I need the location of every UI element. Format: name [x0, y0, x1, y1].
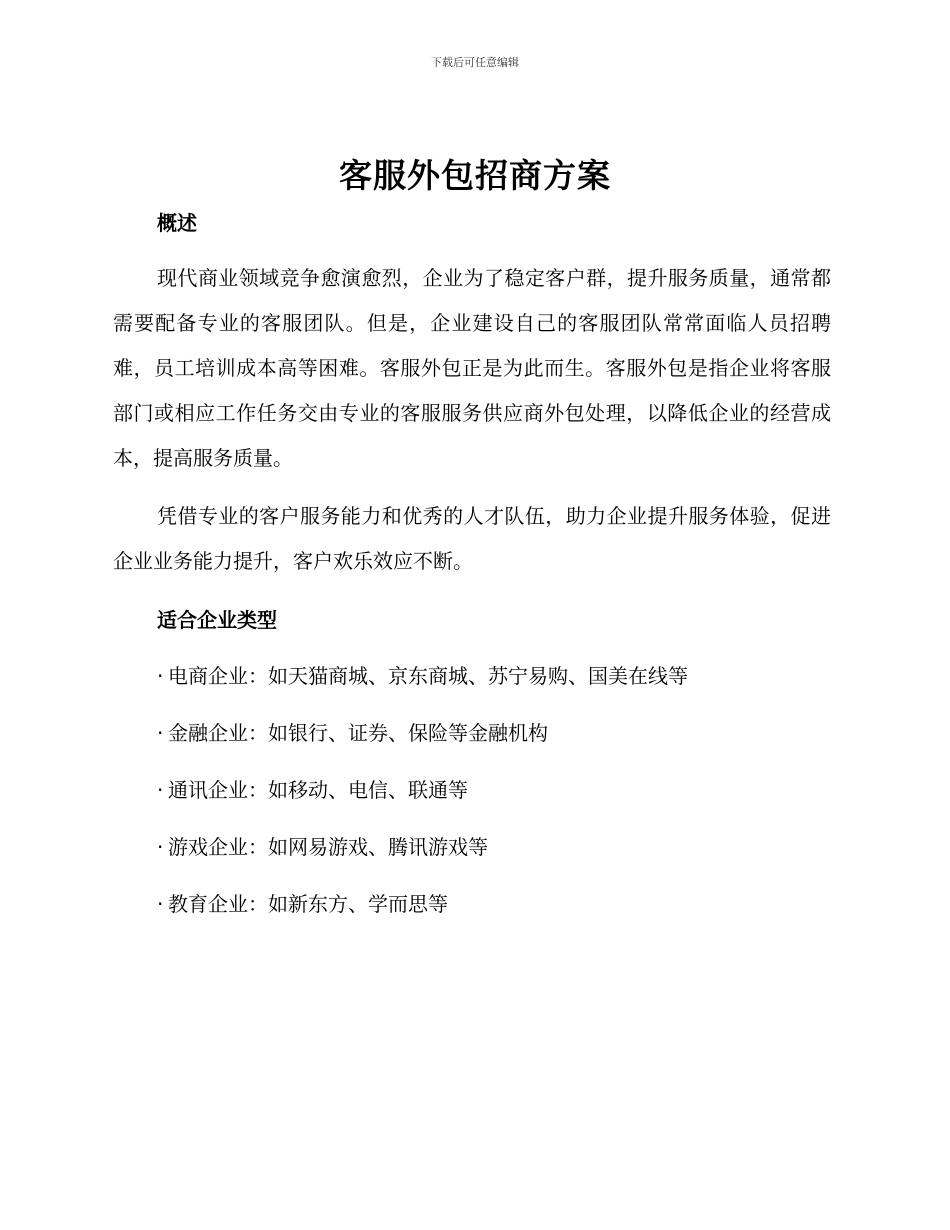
overview-paragraph-1: 现代商业领域竞争愈演愈烈，企业为了稳定客户群，提升服务质量，通常都需要配备专业的客服团队。但是，企业建设自己的客服团队常常面临人员招聘难，员工培训成本高等困难。客服外包正是为此而生。客服外包是指企业将客服部门或相应工作任务交由专业的客服服务供应商外包处理，以降低企业的经营成本，提高服务质量。	[113, 266, 831, 470]
list-item	[157, 772, 688, 808]
header-note: 下载后可任意编辑	[431, 56, 519, 69]
document-title: 客服外包招商方案	[339, 156, 611, 195]
list-item-text: 电商企业：如天猫商城、京东商城、苏宁易购、国美在线等	[168, 664, 688, 688]
list-item	[157, 658, 688, 694]
bullet-icon: ·	[157, 778, 164, 802]
bullet-icon: ·	[157, 892, 164, 916]
list-item-text: 通讯企业：如移动、电信、联通等	[168, 778, 468, 802]
list-item-text: 金融企业：如银行、证券、保险等金融机构	[168, 721, 548, 745]
section-heading-suitable-types: 适合企业类型	[157, 608, 277, 632]
list-item	[157, 715, 688, 751]
overview-paragraph-2: 凭借专业的客户服务能力和优秀的人才队伍，助力企业提升服务体验，促进企业业务能力提升，客户欢乐效应不断。	[113, 504, 831, 573]
enterprise-type-list	[157, 658, 688, 943]
list-item	[157, 829, 688, 865]
list-item-text: 教育企业：如新东方、学而思等	[168, 892, 448, 916]
bullet-icon: ·	[157, 835, 164, 859]
section-heading-overview: 概述	[157, 211, 197, 235]
list-item-text: 游戏企业：如网易游戏、腾讯游戏等	[168, 835, 488, 859]
bullet-icon: ·	[157, 664, 164, 688]
bullet-icon: ·	[157, 721, 164, 745]
list-item	[157, 886, 688, 922]
